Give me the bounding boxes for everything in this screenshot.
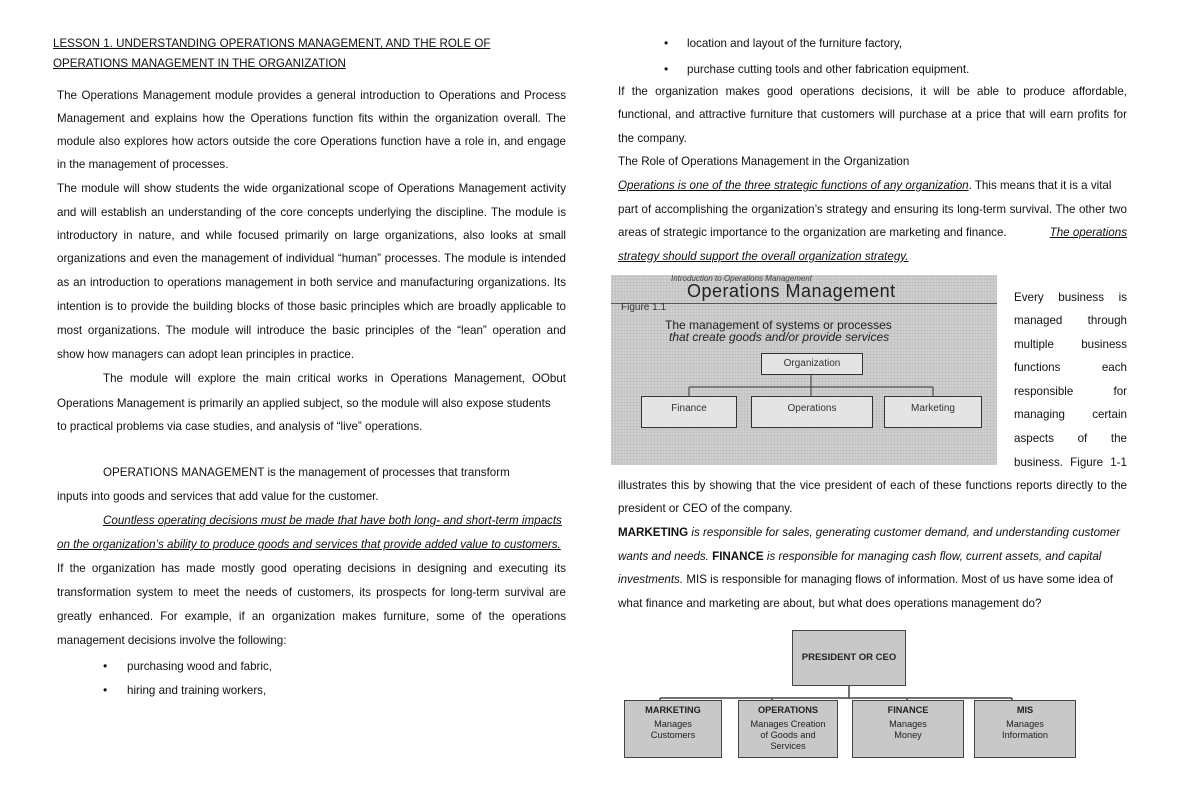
org-box-mis [974, 700, 1076, 758]
paragraph-line: intention is to provide the building blocks of those basic principles which are broadly applicable to [57, 300, 566, 313]
org-box-operations [738, 700, 838, 758]
org-box-sub: Manages [889, 719, 927, 729]
underlined-phrase: The operations [1049, 226, 1127, 239]
org-box-operations: Operations [751, 396, 873, 428]
org-box-president: PRESIDENT OR CEO [792, 630, 906, 686]
paragraph-line: If the organization has made mostly good operating decisions in designing and executing its [57, 562, 566, 575]
paragraph-line: management decisions involve the following: [57, 634, 287, 647]
paragraph-line: The Operations Management module provides a general introduction to Operations and Process [57, 89, 566, 102]
list-item: purchasing wood and fabric, [127, 660, 273, 673]
figure-caption: The management of systems or processes [665, 318, 892, 332]
org-box-finance: Finance [641, 396, 737, 428]
paragraph-line: transformation system to meet the needs of customers, its prospects for long-term survival are [57, 586, 566, 599]
bullet-icon: • [664, 36, 669, 50]
paragraph-line: part of accomplishing the organization’s strategy and ensuring its long-term survival. The other two [618, 203, 1127, 216]
org-box-sub: Manages [1006, 719, 1044, 729]
org-box-sub: Services [770, 741, 806, 751]
paragraph-line: in the management of processes. [57, 158, 229, 171]
list-item: location and layout of the furniture factory, [687, 37, 903, 50]
side-text-line: responsible for [1014, 385, 1127, 398]
paragraph-line: show how managers can adopt lean principles in practice. [57, 348, 355, 361]
org-box-sub: of Goods and [760, 730, 816, 740]
paragraph-line [618, 521, 1127, 544]
section-heading: The Role of Operations Management in the Organization [618, 155, 910, 168]
org-box-marketing: Marketing [884, 396, 982, 428]
figure-title: Operations Management [687, 281, 896, 301]
paragraph-line: strategy should support the overall organization strategy. [618, 250, 909, 263]
list-item: purchase cutting tools and other fabrication equipment. [687, 63, 970, 76]
paragraph-line [618, 174, 1111, 197]
paragraph-line: The module will show students the wide organizational scope of Operations Management activity [57, 182, 566, 195]
org-box-organization: Organization [761, 353, 863, 375]
org-box-sub: Money [894, 730, 922, 740]
bold-term: MARKETING [618, 526, 689, 539]
bold-term: FINANCE [712, 550, 764, 563]
text-span: areas of strategic importance to the organization are marketing and finance. [618, 226, 1007, 239]
paragraph-line [618, 568, 1113, 591]
paragraph-line: the company. [618, 132, 687, 145]
paragraph-line: Management and explains how the Operations function fits within the organization overall. The [57, 112, 566, 125]
side-text-line: managed through [1014, 314, 1127, 327]
text-span: wants and needs. [618, 550, 709, 563]
bullet-icon: • [103, 683, 108, 697]
side-text-line: aspects of the [1014, 432, 1127, 445]
org-box-finance [852, 700, 964, 758]
text-span: investments. [618, 573, 684, 586]
paragraph-line: OPERATIONS MANAGEMENT is the management of processes that transform [103, 466, 510, 479]
bullet-icon: • [103, 659, 108, 673]
text-span: . This means that it is a vital [968, 179, 1112, 192]
paragraph-line: greatly enhanced. For example, if an organization makes furniture, some of the operations [57, 610, 566, 623]
side-text-line: multiple business [1014, 338, 1127, 351]
lesson-title-line-1: LESSON 1. UNDERSTANDING OPERATIONS MANAGEMENT, AND THE ROLE OF [53, 37, 491, 50]
paragraph-line: most organizations. The module will introduce the basic principles of the “lean” operation and [57, 324, 566, 337]
org-box-sub: Manages [654, 719, 692, 729]
paragraph-line: as an introduction to operations management in both service and manufacturing organizations. Its [57, 276, 566, 289]
paragraph-line: and will establish an understanding of the core concepts underlying the discipline. The module is [57, 206, 566, 219]
list-item: hiring and training workers, [127, 684, 267, 697]
figure-label: Figure 1.1 [621, 302, 667, 313]
paragraph-line: what finance and marketing are about, but what does operations management do? [618, 597, 1042, 610]
paragraph-line: to practical problems via case studies, and analysis of “live” operations. [57, 420, 423, 433]
paragraph-line: Operations Management is primarily an applied subject, so the module will also expose students [57, 397, 551, 410]
paragraph-line: on the organization’s ability to produce goods and services that provide added value to customers. [57, 538, 561, 551]
side-text-line: business. Figure 1-1 [1014, 456, 1127, 469]
paragraph-line: functional, and attractive furniture that customers will purchase at a price that will earn profits for [618, 108, 1127, 121]
paragraph-line: If the organization makes good operations decisions, it will be able to produce affordable, [618, 85, 1127, 98]
bullet-icon: • [664, 62, 669, 76]
side-text-line: managing certain [1014, 408, 1127, 421]
org-box-heading: MARKETING [645, 705, 701, 715]
figure-operations-management [611, 275, 997, 465]
org-box-sub: Manages Creation [750, 719, 826, 729]
org-box-sub: Information [1002, 730, 1048, 740]
paragraph-line: illustrates this by showing that the vice president of each of these functions reports directly to the [618, 479, 1127, 492]
paragraph-line: Countless operating decisions must be made that have both long- and short-term impacts [103, 514, 562, 527]
org-box-sub: Customers [650, 730, 696, 740]
paragraph-line: module also explores how actors outside the core Operations function have a role in, and engage [57, 135, 566, 148]
paragraph-line [618, 545, 1127, 568]
figure-caption: that create goods and/or provide services [669, 330, 890, 344]
underlined-phrase: Operations is one of the three strategic functions of any organization [618, 179, 969, 192]
org-box-heading: FINANCE [887, 705, 929, 715]
figure-header: Introduction to Operations Management [671, 275, 812, 283]
text-span: is responsible for managing cash flow, current assets, and capital [763, 550, 1102, 563]
paragraph-line [618, 221, 1127, 244]
side-text-line: functions each [1014, 361, 1127, 374]
paragraph-line: introductory in nature, and while focused primarily on large organizations, also looks at small [57, 229, 566, 242]
text-span: MIS is responsible for managing flows of information. Most of us have some idea of [683, 573, 1113, 586]
lesson-title-line-2: OPERATIONS MANAGEMENT IN THE ORGANIZATION [53, 57, 346, 70]
paragraph-line: organizations and even the management of individual “human” processes. The module is intended [57, 252, 566, 265]
org-box-heading: OPERATIONS [757, 705, 819, 715]
org-box-marketing [624, 700, 722, 758]
paragraph-line: The module will explore the main critical works in Operations Management, OObut [103, 372, 566, 385]
text-span: is responsible for sales, generating customer demand, and understanding customer [688, 526, 1120, 539]
paragraph-line: inputs into goods and services that add value for the customer. [57, 490, 379, 503]
side-text-line: Every business is [1014, 291, 1127, 304]
org-box-heading: MIS [1016, 705, 1034, 715]
paragraph-line: president or CEO of the company. [618, 502, 793, 515]
